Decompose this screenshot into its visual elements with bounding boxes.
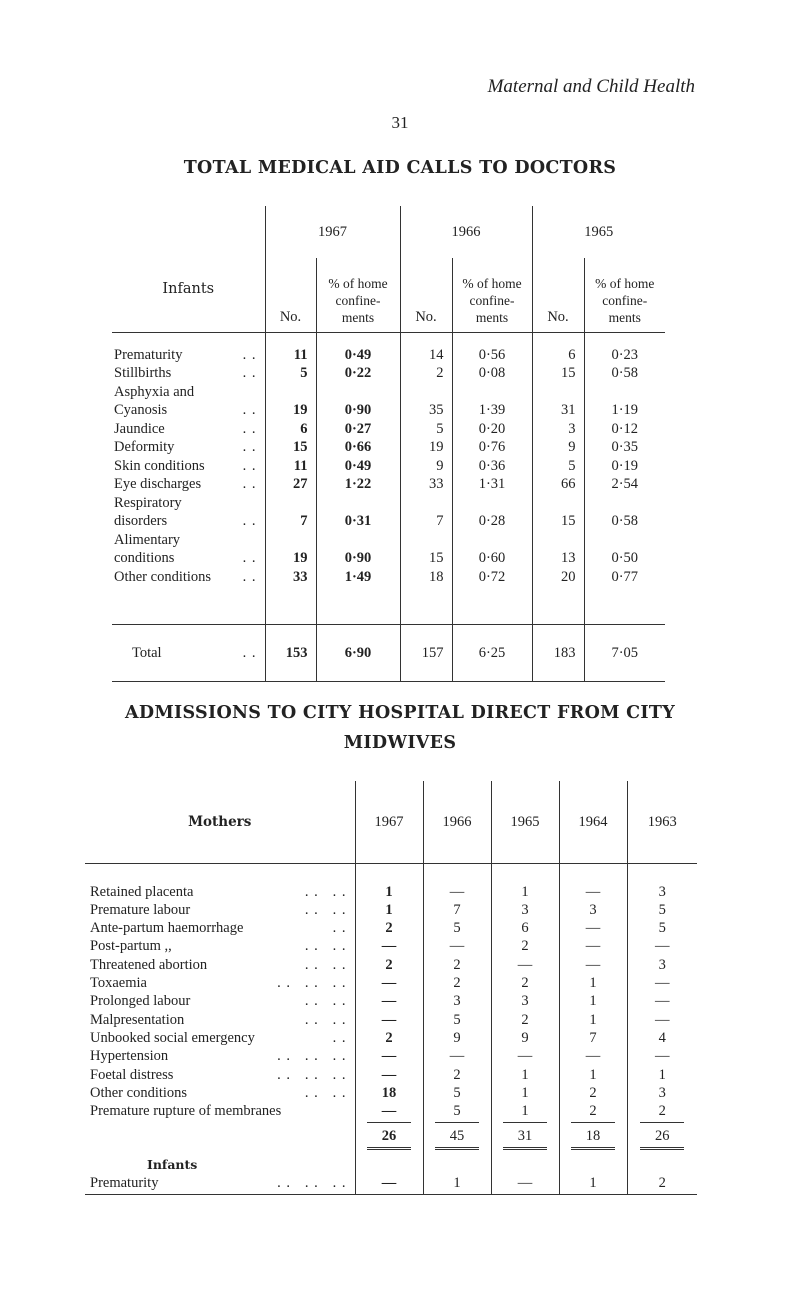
table-row xyxy=(112,456,665,475)
table-cell: 6 xyxy=(491,919,559,937)
table-cell: 1 xyxy=(355,882,423,900)
row-label: Hypertension . . . . . . xyxy=(85,1047,355,1065)
table-cell: 66 xyxy=(532,475,584,494)
year-header: 1966 xyxy=(400,206,532,258)
table-cell: 6 xyxy=(532,345,584,364)
table-cell: 0·19 xyxy=(611,457,639,474)
total-cell: 26 xyxy=(355,1120,423,1150)
table-cell: 0·08 xyxy=(452,364,532,383)
table-cell: — xyxy=(355,1174,423,1195)
row-label: Premature labour . . . . xyxy=(85,901,355,919)
table-row xyxy=(85,955,697,973)
table-row xyxy=(85,992,697,1010)
table-cell: 2 xyxy=(355,919,423,937)
table-cell: 0·58 xyxy=(611,513,639,529)
table-cell: 5 xyxy=(423,1084,491,1102)
row-label: Skin conditions . . xyxy=(112,456,265,475)
table-row xyxy=(85,1010,697,1028)
table-cell: — xyxy=(423,937,491,955)
total-cell: 157 xyxy=(400,624,452,681)
table-cell: — xyxy=(559,882,627,900)
row-label: Malpresentation . . . . xyxy=(85,1010,355,1028)
table-cell: — xyxy=(491,1047,559,1065)
total-cell: 45 xyxy=(423,1120,491,1150)
year-header: 1965 xyxy=(584,223,614,240)
row-label: Threatened abortion . . . . xyxy=(85,955,355,973)
table-cell: 1 xyxy=(559,992,627,1010)
no-header: No. xyxy=(400,258,452,333)
table-cell: 3 xyxy=(559,901,627,919)
admissions-table xyxy=(85,781,697,1195)
table-cell: 0·23 xyxy=(611,346,639,363)
table-row xyxy=(112,364,665,383)
table-cell: 31 xyxy=(532,401,584,420)
table-cell: 0·12 xyxy=(611,420,639,437)
total-cell: 6·25 xyxy=(452,624,532,681)
table-cell: 2 xyxy=(355,955,423,973)
page-number: 31 xyxy=(391,113,409,132)
admissions-title-line2: MIDWIVES xyxy=(343,733,457,753)
row-label: disorders . . xyxy=(112,512,265,531)
table-row xyxy=(85,1029,697,1047)
table-cell: 3 xyxy=(658,883,666,900)
mothers-header: Mothers xyxy=(85,781,355,864)
year-header: 1966 xyxy=(423,781,491,864)
table-cell: — xyxy=(491,955,559,973)
row-label: Cyanosis . . xyxy=(112,401,265,420)
table-cell: 20 xyxy=(532,567,584,586)
row-label: Other conditions . . . . xyxy=(85,1084,355,1102)
table-cell: 3 xyxy=(423,992,491,1010)
table-row xyxy=(112,567,665,586)
table-cell: 9 xyxy=(400,456,452,475)
row-label: Alimentary xyxy=(112,530,265,549)
table-cell: 14 xyxy=(400,345,452,364)
totals-row xyxy=(85,1120,697,1150)
table-cell: 4 xyxy=(658,1029,666,1046)
table-row xyxy=(112,512,665,531)
row-label: Eye discharges . . xyxy=(112,475,265,494)
table-cell: 2 xyxy=(400,364,452,383)
year-header: 1965 xyxy=(491,781,559,864)
table-cell: — xyxy=(559,955,627,973)
table-row xyxy=(112,475,665,494)
table-cell: 5 xyxy=(265,364,316,383)
row-label: Prolonged labour . . . . xyxy=(85,992,355,1010)
table-cell: — xyxy=(655,1048,670,1065)
table-cell: 5 xyxy=(423,919,491,937)
table-row xyxy=(85,1047,697,1065)
table-cell: 0·76 xyxy=(452,438,532,457)
row-label: Retained placenta . . . . xyxy=(85,882,355,900)
table-cell: 1 xyxy=(491,1084,559,1102)
row-label: Jaundice . . xyxy=(112,419,265,438)
table-cell: 5 xyxy=(658,920,666,937)
table-cell: 1·49 xyxy=(316,567,400,586)
table-cell: 3 xyxy=(658,1084,666,1101)
table-cell: 18 xyxy=(400,567,452,586)
table-cell: 11 xyxy=(265,345,316,364)
table-cell: 15 xyxy=(265,438,316,457)
table-row xyxy=(85,1174,697,1195)
table-cell: 2 xyxy=(355,1029,423,1047)
table-cell: 3 xyxy=(491,992,559,1010)
table-cell: 15 xyxy=(532,512,584,531)
table-cell: 35 xyxy=(400,401,452,420)
table-cell: — xyxy=(355,974,423,992)
total-row xyxy=(112,624,665,681)
row-label: Unbooked social emergency . . xyxy=(85,1029,355,1047)
table-cell: 0·22 xyxy=(316,364,400,383)
table-cell: 9 xyxy=(532,438,584,457)
table-row xyxy=(85,974,697,992)
table-cell: 2 xyxy=(423,974,491,992)
table-cell: 2 xyxy=(491,1010,559,1028)
table-row xyxy=(85,901,697,919)
table-cell: 15 xyxy=(400,549,452,568)
row-label: Deformity . . xyxy=(112,438,265,457)
table-cell: 0·49 xyxy=(316,456,400,475)
table-cell: — xyxy=(355,1102,423,1120)
table-cell: 5 xyxy=(532,456,584,475)
table-cell: — xyxy=(491,1174,559,1195)
row-label: Foetal distress . . . . . . xyxy=(85,1065,355,1083)
table-cell: 2 xyxy=(491,937,559,955)
table-row xyxy=(85,1102,697,1120)
year-header: 1967 xyxy=(265,206,400,258)
table-cell: 9 xyxy=(423,1029,491,1047)
table-cell: 1 xyxy=(658,1066,666,1083)
no-header: No. xyxy=(265,258,316,333)
row-label: Prematurity . . xyxy=(112,345,265,364)
table-cell: 2 xyxy=(559,1102,627,1120)
admissions-title-line1: ADMISSIONS TO CITY HOSPITAL DIRECT FROM CITY xyxy=(124,703,676,723)
table-cell: 33 xyxy=(400,475,452,494)
infants-subheading: Infants xyxy=(147,1157,198,1173)
row-label: Toxaemia . . . . . . xyxy=(85,974,355,992)
total-cell: 7·05 xyxy=(584,624,665,681)
pct-header: % of home confine- ments xyxy=(316,258,400,333)
table-cell: 2 xyxy=(559,1084,627,1102)
total-cell: 18 xyxy=(559,1120,627,1150)
table-cell: — xyxy=(655,975,670,992)
running-title: Maternal and Child Health xyxy=(487,76,695,97)
table-cell: — xyxy=(423,882,491,900)
table-cell: — xyxy=(355,937,423,955)
row-label: Ante-partum haemorrhage . . xyxy=(85,919,355,937)
table-cell: 6 xyxy=(265,419,316,438)
row-label: Premature rupture of membranes xyxy=(85,1102,355,1120)
table-cell: 0·72 xyxy=(452,567,532,586)
pct-header: % of home confine- ments xyxy=(452,258,532,333)
table-cell: 19 xyxy=(400,438,452,457)
table-cell: 1 xyxy=(559,1174,627,1195)
table-cell: 1 xyxy=(491,882,559,900)
table-cell: 1 xyxy=(423,1174,491,1195)
table-cell: 2 xyxy=(423,1065,491,1083)
table-cell: 2 xyxy=(627,1174,697,1195)
table-cell: 2 xyxy=(423,955,491,973)
total-cell: 31 xyxy=(491,1120,559,1150)
table-cell: 0·66 xyxy=(316,438,400,457)
total-cell: 6·90 xyxy=(316,624,400,681)
table-cell: 7 xyxy=(265,512,316,531)
table-cell: — xyxy=(655,1011,670,1028)
table-cell: 5 xyxy=(400,419,452,438)
table-cell: 5 xyxy=(423,1102,491,1120)
table-cell: 7 xyxy=(559,1029,627,1047)
table-row xyxy=(85,1084,697,1102)
table-cell: 1 xyxy=(491,1065,559,1083)
table-cell: 7 xyxy=(423,901,491,919)
table-cell: 1 xyxy=(559,1010,627,1028)
table-cell: 9 xyxy=(491,1029,559,1047)
table-cell: 2 xyxy=(658,1103,666,1120)
table-cell: 5 xyxy=(658,901,666,918)
table-cell: 0·49 xyxy=(316,345,400,364)
table-cell: 1·22 xyxy=(316,475,400,494)
table-cell: 18 xyxy=(355,1084,423,1102)
table-cell: 0·77 xyxy=(611,568,639,585)
table-cell: — xyxy=(423,1047,491,1065)
table-row xyxy=(112,549,665,568)
table-cell: 0·36 xyxy=(452,456,532,475)
row-label: Asphyxia and xyxy=(112,382,265,401)
total-cell: 26 xyxy=(627,1120,697,1150)
table-row xyxy=(85,882,697,900)
table-cell: 1·31 xyxy=(452,475,532,494)
year-header: 1967 xyxy=(355,781,423,864)
table-cell: 0·31 xyxy=(316,512,400,531)
year-header: 1964 xyxy=(559,781,627,864)
medical-aid-calls-table xyxy=(112,206,665,682)
table-cell: 15 xyxy=(532,364,584,383)
table-cell: 0·90 xyxy=(316,549,400,568)
table-cell: — xyxy=(559,919,627,937)
table-cell: 0·60 xyxy=(452,549,532,568)
table-row xyxy=(112,345,665,364)
table-cell: 0·56 xyxy=(452,345,532,364)
table-cell: 1 xyxy=(559,974,627,992)
table-cell: — xyxy=(355,1010,423,1028)
table-cell: 1·19 xyxy=(611,402,639,418)
table-cell: 0·27 xyxy=(316,419,400,438)
table-row xyxy=(112,419,665,438)
table-cell: 13 xyxy=(532,549,584,568)
row-label: Prematurity . . . . . . xyxy=(85,1174,355,1195)
table-row xyxy=(85,1065,697,1083)
table-cell: 19 xyxy=(265,401,316,420)
table-cell: 1·39 xyxy=(452,401,532,420)
table-row xyxy=(112,401,665,420)
table-cell: 0·50 xyxy=(611,550,639,566)
table-cell: — xyxy=(355,992,423,1010)
total-label: Total . . xyxy=(112,624,265,681)
table-cell: 0·20 xyxy=(452,419,532,438)
table-cell: 1 xyxy=(559,1065,627,1083)
table-cell: 1 xyxy=(491,1102,559,1120)
row-label: Post-partum ,, . . . . xyxy=(85,937,355,955)
year-header: 1963 xyxy=(627,781,697,864)
table-cell: — xyxy=(355,1065,423,1083)
table-cell: — xyxy=(655,993,670,1010)
infants-header: Infants xyxy=(112,206,265,333)
table-cell: 1 xyxy=(355,901,423,919)
row-label: Stillbirths . . xyxy=(112,364,265,383)
row-label: Respiratory xyxy=(112,493,265,512)
table-row xyxy=(112,438,665,457)
table-cell: 0·28 xyxy=(452,512,532,531)
table-cell: 3 xyxy=(491,901,559,919)
table-cell: 7 xyxy=(400,512,452,531)
table-row xyxy=(85,937,697,955)
table-cell: — xyxy=(559,1047,627,1065)
table-cell: 33 xyxy=(265,567,316,586)
table-cell: 0·35 xyxy=(611,439,639,455)
calls-table-title: TOTAL MEDICAL AID CALLS TO DOCTORS xyxy=(183,158,617,178)
total-cell: 183 xyxy=(532,624,584,681)
table-cell: — xyxy=(559,937,627,955)
table-cell: 0·58 xyxy=(611,365,639,381)
table-cell: 2 xyxy=(491,974,559,992)
pct-header: % of home confine- ments xyxy=(584,258,665,333)
no-header: No. xyxy=(532,258,584,333)
table-cell: 5 xyxy=(423,1010,491,1028)
total-cell: 153 xyxy=(265,624,316,681)
table-cell: 11 xyxy=(265,456,316,475)
table-cell: 0·90 xyxy=(316,401,400,420)
table-cell: 2·54 xyxy=(611,476,639,492)
table-row xyxy=(85,919,697,937)
row-label: conditions . . xyxy=(112,549,265,568)
table-cell: 3 xyxy=(532,419,584,438)
table-cell: — xyxy=(655,938,670,955)
table-cell: 3 xyxy=(658,956,666,973)
table-cell: — xyxy=(355,1047,423,1065)
row-label: Other conditions . . xyxy=(112,567,265,586)
table-cell: 19 xyxy=(265,549,316,568)
table-cell: 27 xyxy=(265,475,316,494)
